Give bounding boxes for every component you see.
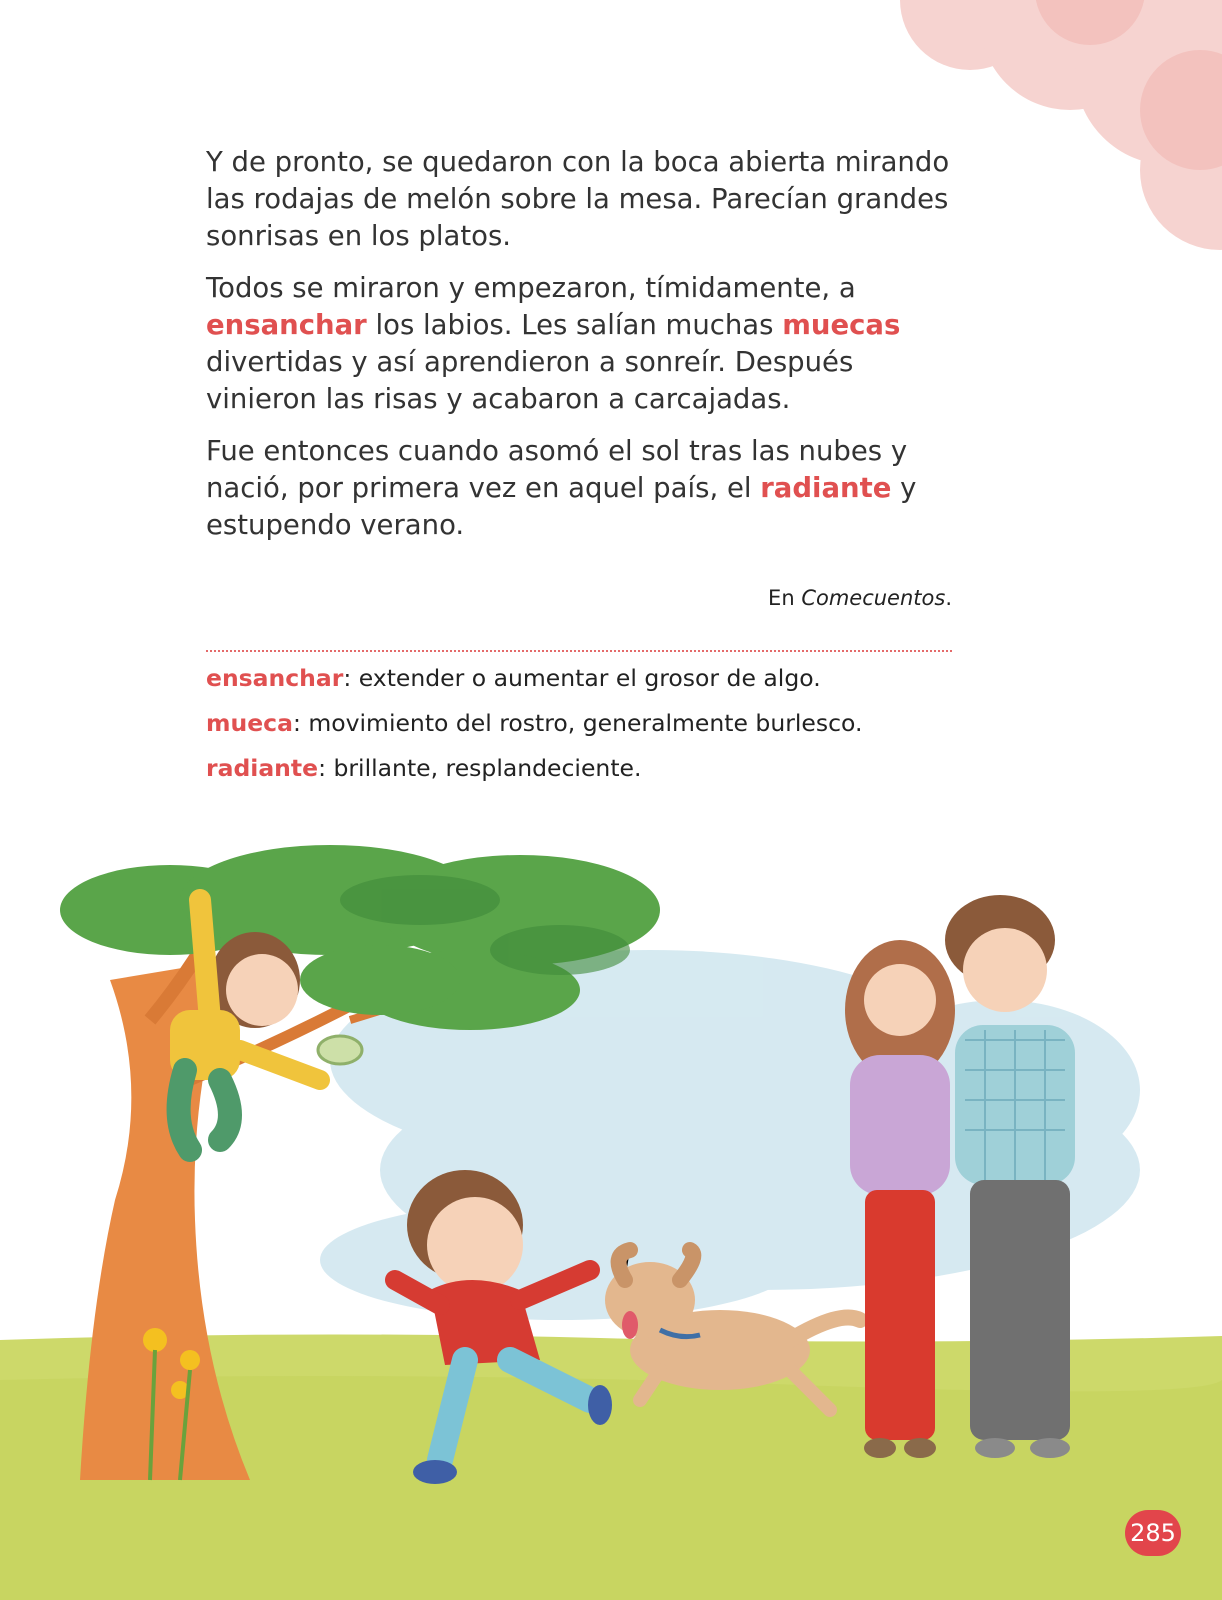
highlight-word-radiante: radiante xyxy=(760,472,892,504)
source-title: Comecuentos xyxy=(801,586,946,610)
glossary-term: mueca xyxy=(206,709,293,737)
glossary-entry xyxy=(206,701,966,746)
story-paragraph-3 xyxy=(206,433,966,544)
glossary-entry xyxy=(206,746,966,791)
glossary-divider xyxy=(206,650,952,652)
source-citation xyxy=(206,586,952,610)
story-text-span: y estupendo verano. xyxy=(206,472,917,541)
source-suffix: . xyxy=(945,586,952,610)
story-text-span: divertidas y así aprendieron a sonreír. Después vinieron las risas y acabaron a carcajadas. xyxy=(206,346,854,415)
story-text-span: los labios. Les salían muchas xyxy=(366,309,783,341)
glossary-definition: : movimiento del rostro, generalmente burlesco. xyxy=(292,709,863,737)
glossary-entry xyxy=(206,656,966,701)
glossary-term: radiante xyxy=(206,754,319,782)
page-number-badge: 285 xyxy=(1125,1510,1181,1556)
story-paragraph-1-text: Y de pronto, se quedaron con la boca abierta mirando las rodajas de melón sobre la mesa. Parecían grandes sonrisas en los platos. xyxy=(206,146,950,252)
story-paragraph-1 xyxy=(206,144,966,255)
highlight-word-muecas: muecas xyxy=(782,309,901,341)
story-text-span: Todos se miraron y empezaron, tímidamente, a xyxy=(206,272,856,304)
family-park-illustration xyxy=(0,840,1222,1600)
glossary xyxy=(206,656,966,791)
glossary-term: ensanchar xyxy=(206,664,344,692)
highlight-word-ensanchar: ensanchar xyxy=(206,309,367,341)
glossary-definition: : brillante, resplandeciente. xyxy=(318,754,642,782)
story-text xyxy=(206,144,966,559)
glossary-definition: : extender o aumentar el grosor de algo. xyxy=(343,664,821,692)
source-prefix: En xyxy=(768,586,802,610)
story-text-span: Fue entonces cuando asomó el sol tras las nubes y nació, por primera vez en aquel país, el xyxy=(206,435,908,504)
story-paragraph-2 xyxy=(206,270,966,418)
